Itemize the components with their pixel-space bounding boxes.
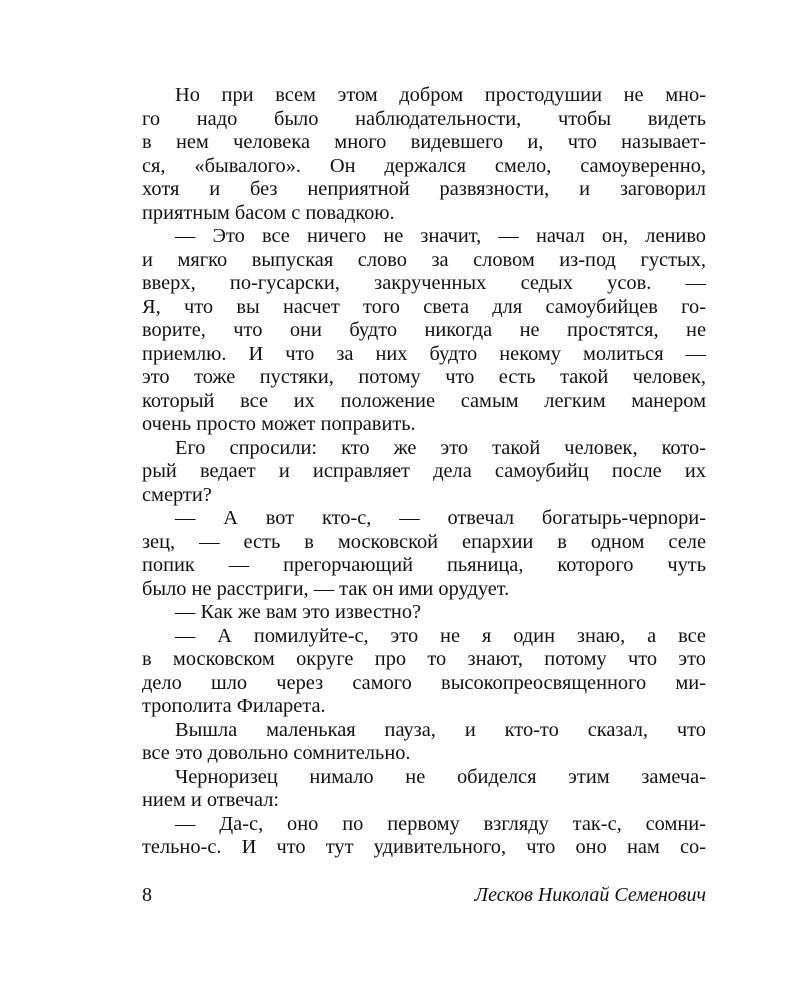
text-line: очень просто может поправить.	[142, 413, 416, 435]
text-line: приятным басом с повадкою.	[142, 201, 395, 224]
text-line: тельно-с. И что тут удивительного, что оно нам со-	[142, 836, 706, 858]
text-line: приемлю. И что за них будто некому молиться —	[142, 342, 706, 365]
text-line: дело шло через самого высокопреосвященного ми-	[142, 671, 706, 694]
text-line: смерти?	[142, 483, 212, 506]
text-line: все это довольно сомнительно.	[142, 742, 411, 764]
text-line: Черноризец нимало не обиделся этим замеча-	[175, 765, 706, 788]
text-line: Но при всем этом добром простодушии не мно-	[175, 84, 706, 106]
text-line: было не расстриги, — так он ими орудует.	[142, 577, 510, 600]
text-line: хотя и без неприятной развязности, и заговорил	[142, 178, 706, 200]
page-footer	[142, 884, 706, 910]
page-content	[142, 84, 706, 860]
text-line: который все их положение самым легким манером	[142, 389, 706, 412]
text-line: ворите, что они будто никогда не простятся, не	[142, 319, 706, 341]
text-line: в нем человека много видевшего и, что называет-	[142, 131, 706, 153]
text-line: — Это все ничего не значит, — начал он, лениво	[175, 225, 706, 247]
text-line: попик — прегорчающий пьяница, которого чуть	[142, 554, 706, 576]
text-line: зец, — есть в московской епархии в одном селе	[142, 530, 706, 553]
text-line: Его спросили: кто же это такой человек, кото-	[175, 436, 706, 459]
running-head-author: Лесков Николай Семенович	[474, 884, 706, 906]
text-line: нием и отвечал:	[142, 789, 280, 811]
text-line: рый ведает и исправляет дела самоубийц после их	[142, 460, 706, 482]
text-line: го надо было наблюдательности, чтобы видеть	[142, 107, 706, 130]
page-number: 8	[142, 884, 152, 906]
text-line: вверх, по-гусарски, закрученных седых усов. —	[142, 272, 706, 294]
text-line: — Да-с, оно по первому взгляду так-с, сомни-	[175, 812, 706, 835]
text-line: — А вот кто-с, — отвечал богатырь-черnoри-	[175, 507, 706, 529]
text-line: трополита Филарета.	[142, 695, 326, 717]
text-line: — А помилуйте-с, это не я один знаю, а все	[175, 624, 706, 647]
text-line: Я, что вы насчет того света для самоубийцев го-	[142, 295, 706, 318]
text-line: в московском округе про то знают, потому что это	[142, 648, 706, 670]
text-line: и мягко выпуская слово за словом из-под густых,	[142, 248, 706, 271]
text-line: — Как же вам это известно?	[175, 601, 422, 623]
body-text	[142, 84, 706, 860]
text-line: ся, «бывалого». Он держался смело, самоуверенно,	[142, 154, 706, 177]
text-line: Вышла маленькая пауза, и кто-то сказал, что	[175, 718, 706, 741]
text-line: это тоже пустяки, потому что есть такой человек,	[142, 366, 706, 388]
